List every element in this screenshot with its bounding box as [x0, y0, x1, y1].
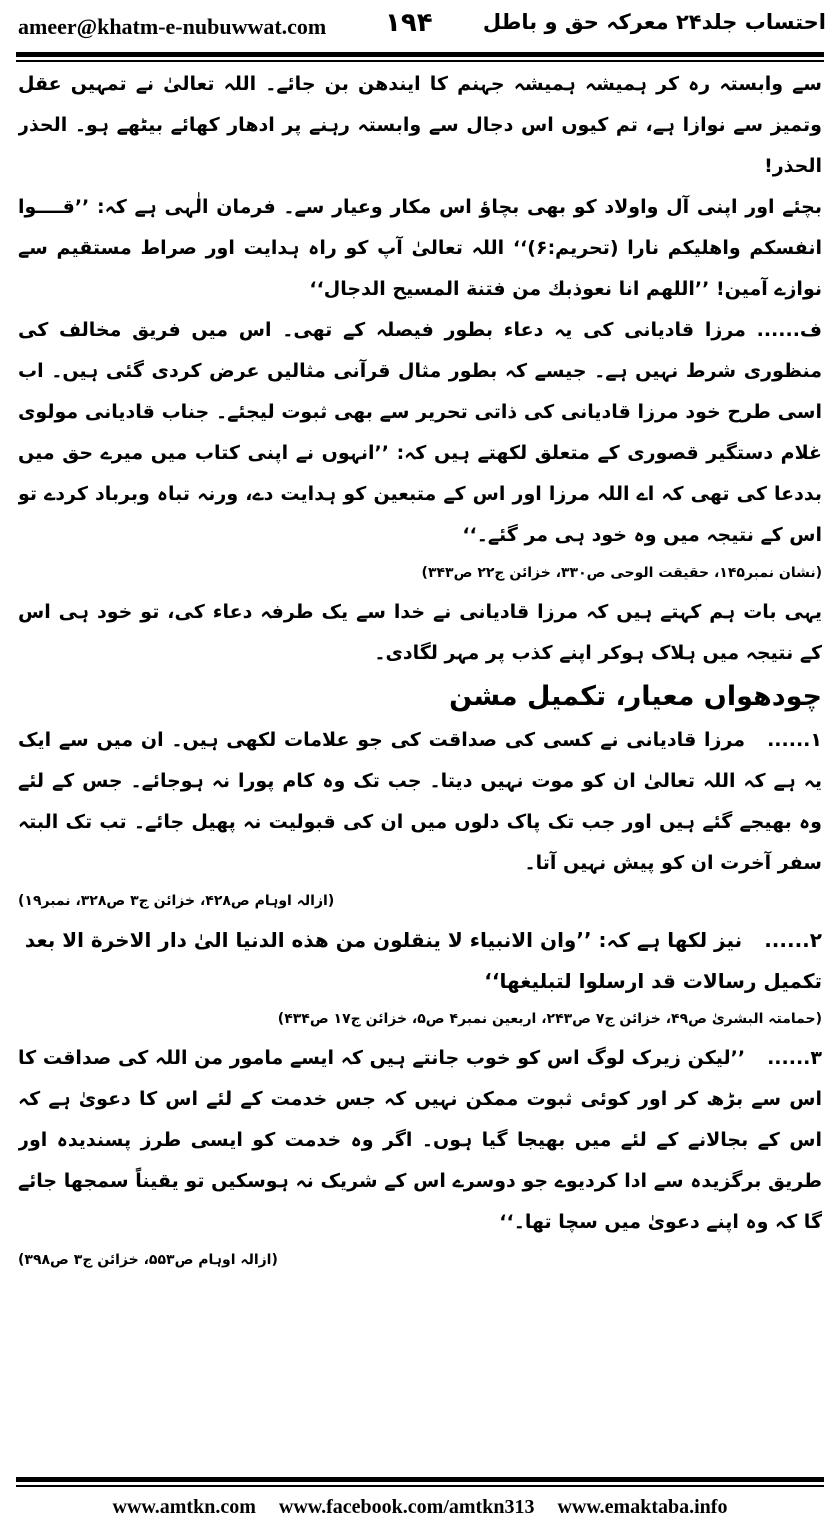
footer-rule-thick [16, 1477, 824, 1482]
item-3-number: ۳...... [767, 1047, 822, 1069]
item-2-number: ۲...... [764, 928, 822, 952]
item-2-arabic-quote: وان الانبياء لا ينقلون من هذه الدنيا الیٰ دار الاخرة الا بعد تكميل رسالات قد ارسلوا لتبليغها‘‘ [24, 928, 822, 993]
item-1-number: ۱...... [767, 729, 822, 751]
item-2-intro: نیز لکھا ہے کہ: ’’ [576, 928, 743, 952]
header-email[interactable]: ameer@khatm-e-nubuwwat.com [18, 14, 327, 39]
footer-rule-thin [16, 1485, 824, 1487]
footer-link-emaktaba[interactable]: www.emaktaba.info [557, 1496, 728, 1518]
page-header [0, 0, 840, 54]
item-3 [18, 1038, 822, 1243]
paragraph-2: بچئے اور اپنی آل واولاد کو بھی بچاؤ اس مکار وعیار سے۔ فرمان الٰہی ہے کہ: ’’قــــوا انفسکم واهلیکم نارا (تحریم:۶)‘‘ اللہ تعالیٰ آپ کو راہ ہدایت اور صراط مستقیم سے نوازے آمین! ’’اللهم انا نعوذبك من فتنة المسيح الدجال‘‘ [18, 196, 822, 300]
paragraph-3: ف...... مرزا قادیانی کی یہ دعاء بطور فیصلہ کے تھی۔ اس میں فریق مخالف کی منظوری شرط نہیں ہے۔ جیسے کہ بطور مثال قرآنی مثالیں عرض کردی گئی ہیں۔ اب اسی طرح خود مرزا قادیانی کی ذاتی تحریر سے بھی ثبوت لیجئے۔ جناب قادیانی مولوی غلام دستگیر قصوری کے متعلق لکھتے ہیں کہ: ’’انہوں نے اپنی کتاب میں میرے حق میں بددعا کی تھی کہ اے اللہ مرزا اور اس کے متبعین کو ہدایت دے، ورنہ تباہ وبرباد کردے تو اس کے نتیجہ میں وہ خود ہی مر گئے۔‘‘ [18, 319, 822, 546]
footer-link-amtkn[interactable]: www.amtkn.com [112, 1496, 256, 1518]
reference-3: (حمامتہ البشریٰ ص۴۹، خزائن ج۷ ص۲۴۳، اربعین نمبر۴ ص۵، خزائن ج۱۷ ص۴۳۴) [277, 1011, 822, 1027]
book-title: احتساب جلد۲۴ معرکہ حق و باطل [482, 10, 826, 34]
item-1-text: مرزا قادیانی نے کسی کی صداقت کی جو علامات لکھی ہیں۔ ان میں سے ایک یہ ہے کہ اللہ تعالیٰ ان کو موت نہیں دیتا۔ جب تک وہ کام پورا نہ ہوجائے۔ جس کے لئے وہ بھیجے گئے ہیں اور جب تک پاک دلوں میں ان کی قبولیت نہ پھیل جائے۔ تب تک البتہ سفر آخرت ان کو پیش نہیں آتا۔ [18, 729, 822, 874]
item-2 [18, 920, 822, 1002]
header-rule-thick [16, 52, 824, 57]
header-rule-thin [16, 60, 824, 62]
footer-links [0, 1496, 840, 1519]
paragraph-1: سے وابستہ رہ کر ہمیشہ ہمیشہ جہنم کا ایندھن بن جائے۔ اللہ تعالیٰ نے تمہیں عقل وتمیز سے نوازا ہے، تم کیوں اس دجال سے وابستہ رہنے پر ادھار کھائے بیٹھے ہو۔ الحذر الحذر! [18, 73, 822, 177]
page-number: ۱۹۴ [385, 8, 433, 38]
item-1 [18, 720, 822, 884]
footer-link-facebook[interactable]: www.facebook.com/amtkn313 [278, 1496, 535, 1518]
reference-4: (ازالہ اوہام ص۵۵۳، خزائن ج۳ ص۳۹۸) [18, 1252, 278, 1268]
page-content [18, 64, 822, 1472]
reference-2: (ازالہ اوہام ص۴۲۸، خزائن ج۳ ص۳۲۸، نمبر۱۹) [18, 893, 335, 909]
paragraph-4: یہی بات ہم کہتے ہیں کہ مرزا قادیانی نے خدا سے یک طرفہ دعاء کی، تو خود ہی اس کے نتیجہ میں ہلاک ہوکر اپنے کذب پر مہر لگادی۔ [18, 601, 822, 664]
item-3-text: ’’لیکن زیرک لوگ اس کو خوب جانتے ہیں کہ ایسے مامور من اللہ کی صداقت کا اس سے بڑھ کر اور کوئی ثبوت ممکن نہیں کہ جس خدمت کے لئے اس کا دعویٰ ہے کہ اس کے بجالانے کے لئے میں بھیجا گیا ہوں۔ اگر وہ خدمت کو ایسی طرز پسندیدہ اور طریق برگزیدہ سے ادا کردیوے جو دوسرے اس کے شریک نہ ہوسکیں تو یقیناً سمجھا جائے گا کہ وہ اپنے دعویٰ میں سچا تھا۔‘‘ [18, 1047, 822, 1233]
reference-1: (نشان نمبر۱۴۵، حقیقت الوحی ص۳۳۰، خزائن ج۲۲ ص۳۴۳) [421, 565, 822, 581]
section-heading: چودھواں معیار، تکمیل مشن [449, 681, 822, 712]
